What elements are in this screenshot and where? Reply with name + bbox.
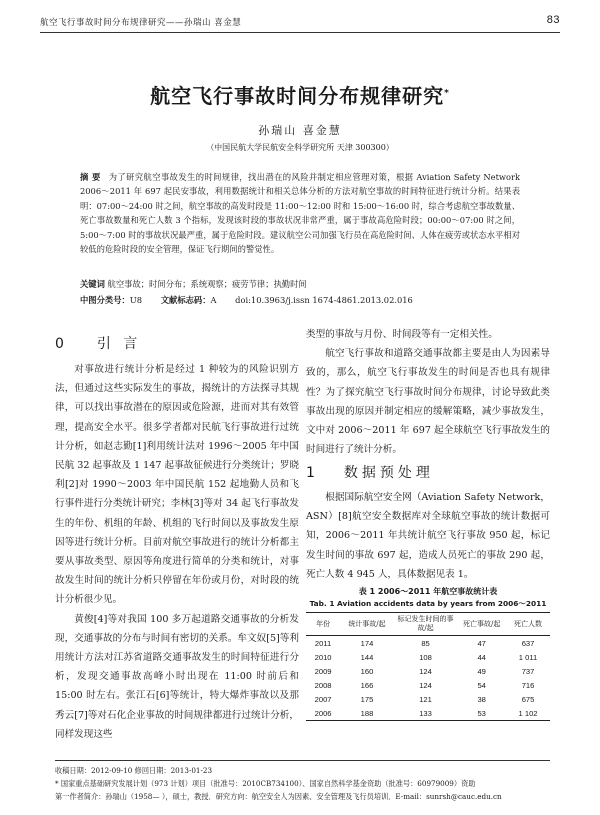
- table-header-cell: 统计事故/起: [340, 613, 394, 636]
- table-cell: 124: [419, 666, 432, 676]
- section-heading-data: [306, 462, 434, 482]
- doc-code-label: 文献标志码：: [160, 295, 211, 305]
- paragraph: 类型的事故与月份、时间段等有一定相关性。: [306, 329, 498, 340]
- table-title-cn: 表 1 2006～2011 年航空事故统计表: [358, 587, 498, 596]
- table-cell: 108: [419, 652, 432, 662]
- running-title: 航空飞行事故时间分布规律研究——孙瑞山 喜金慧: [40, 18, 242, 28]
- table-cell: 1 011: [518, 652, 538, 662]
- table-row: [306, 664, 550, 678]
- table-row: [306, 636, 550, 651]
- doi-value: 10.3963/j.issn 1674-4861.2013.02.016: [250, 295, 413, 305]
- table-row: [306, 678, 550, 692]
- table-cell: 175: [360, 694, 374, 704]
- table-cell: 160: [360, 666, 374, 676]
- doc-code-value: A: [210, 295, 217, 305]
- footnotes: [55, 760, 550, 803]
- table-cell: 637: [521, 638, 535, 648]
- table-header-row: [306, 613, 550, 636]
- table-cell: 54: [477, 680, 486, 690]
- doi-label: doi:: [235, 295, 251, 305]
- table-cell: 124: [419, 680, 432, 690]
- section-number: 0: [55, 336, 68, 352]
- table-row: [306, 692, 550, 706]
- table-cell: 716: [521, 680, 535, 690]
- section-heading-intro: [55, 333, 141, 353]
- table-cell: 121: [419, 694, 432, 704]
- abstract-text: 为了研究航空事故发生的时间规律，找出潜在的风险并制定相应管理对策，根据 Aviation Safety Network 2006～2011 年 697 起民安事故，利用数据统计和相关总体分析的方法对航空事故的时间特征进行统计分析。结果表明：07:00～24:00 时之间，航空事故的高发时段是 11:00～12:00 时和 15:00～16:00 时，综合考虑航空事故数量、死亡事故数量和死亡人数 3 个指标，发现该时段的事故状况非常严重，属于事故高危险时段；00:00～07:00 时之间，5:00～7:00 时的事故状况最严重，属于危险时段。建议航空公司加强飞行员在高危险时间、人体在疲劳或状态水平相对较低的危险时段的安全管理，保证飞行期间的警觉性。: [80, 172, 521, 255]
- paper-title-text: 航空飞行事故时间分布规律研究: [150, 84, 445, 108]
- right-column-top: [306, 325, 550, 459]
- table-cell: 675: [521, 694, 535, 704]
- table-header-cell: 死亡人数: [506, 613, 550, 636]
- table-header-cell: 死亡事故/起: [457, 613, 506, 636]
- table-cell: 2007: [314, 694, 332, 704]
- table-cell: 166: [360, 680, 374, 690]
- affiliation: （中国民航大学民航安全科学研究所 天津 300300）: [206, 143, 394, 152]
- table-cell: 1 102: [518, 708, 538, 718]
- section-number: 1: [306, 465, 319, 481]
- table-cell: 144: [360, 652, 374, 662]
- table-cell: 133: [419, 708, 432, 718]
- footnote-author: 第一作者简介：孙瑞山（1958— ），硕士，教授．研究方向：航空安全人为因素、安全管理及飞行员培训．E-mail：sunrsh@cauc.edu.cn: [55, 792, 502, 801]
- table-title-en: Tab. 1 Aviation accidents data by years from 2006～2011: [309, 599, 547, 608]
- accident-table: [306, 612, 550, 721]
- abstract-label: 摘 要: [80, 172, 101, 182]
- keywords: [80, 278, 520, 290]
- footnote-funding: * 国家重点基础研究发展计划（973 计划）项目（批准号：2010CB734100）、国家自然科学基金资助（批准号：60979009）资助: [55, 779, 476, 788]
- footnote-dates: 收稿日期：2012-09-10 修回日期：2013-01-23: [55, 766, 213, 775]
- keywords-label: 关键词: [80, 279, 105, 289]
- classification-line: [80, 294, 520, 306]
- paper-title: [0, 80, 600, 109]
- abstract: [80, 170, 520, 256]
- table-cell: 38: [477, 694, 486, 704]
- running-header: [40, 14, 560, 33]
- table-cell: 174: [360, 638, 374, 648]
- authors: 孙瑞山 喜金慧: [258, 124, 342, 137]
- table-row: [306, 706, 550, 721]
- left-column: [55, 360, 299, 744]
- paragraph: 根据国际航空安全网（Aviation Safety Network，ASN）[8]航空安全数据库对全球航空事故的统计数据可知，2006～2011 年共统计航空飞行事故 950 起，标记发生时间的事故 697 起，造成人员死亡的事故 290 起，死亡人数 4 945 人，具体数据见表 1。: [306, 492, 550, 580]
- table-cell: 2008: [314, 680, 332, 690]
- paragraph: 对事故进行统计分析是经过 1 种较为的风险识别方法，但通过这些实际发生的事故，揭统计的方法探寻其规律，可以找出事故潜在的原因或危险源，进而对其有效管理，提高安全水平。很多学者都对民航飞行事故进行过统计分析，如赵志勤[1]利用统计法对 1996～2005 年中国民航 32 起事故及 1 147 起事故征候进行分类统计；罗晓利[2]对 1990～2003 年中国民航 152 起地勤人员和飞行事件进行分类统计研究；李林[3]等对 34 起飞行事故发生的年份、机组的年龄、机组的飞行时间以及事故发生原因等进行统计分析。目前对航空事故进行的统计分析都主要从事故类型、原因等角度进行简单的分类和统计，对事故发生时间的统计分析只停留在年份或月份，对时段的统计分析很少见。: [55, 364, 299, 606]
- table-header-cell: 标记发生时间的事故/起: [394, 613, 457, 636]
- table-cell: 188: [360, 708, 374, 718]
- paragraph: 航空飞行事故和道路交通事故都主要是由人为因素导致的，那么，航空飞行事故发生的时间是否也具有规律性？为了探究航空飞行事故时间分布规律，讨论导致此类事故出现的原因并制定相应的缓解策略，减少事故发生，文中对 2006～2011 年 697 起全球航空飞行事故发生的时间进行了统计分析。: [306, 348, 550, 456]
- table-cell: 2010: [314, 652, 332, 662]
- right-column-data: [306, 488, 550, 584]
- clc-value: U8: [129, 295, 143, 305]
- page-number: 83: [546, 14, 560, 26]
- table-cell: 49: [477, 666, 486, 676]
- table-header-cell: 年份: [306, 613, 340, 636]
- section-title: 引 言: [96, 336, 142, 352]
- table-cell: 2011: [314, 638, 332, 648]
- keywords-text: 航空事故；时间分布；系统观察；疲劳节律；执勤时间: [107, 279, 307, 289]
- table-cell: 44: [477, 652, 486, 662]
- paragraph: 黄俊[4]等对我国 100 多万起道路交通事故的分析发现，交通事故的分布与时间有密切的关系。牟文奴[5]等利用统计方法对江苏省道路交通事故发生的时间特征进行分析，发现交通事故高峰小时出现在 11:00 时前后和 15:00 时左右。张江石[6]等统计，特大爆炸事故以及那秀云[7]等对石化企业事故的时间规律都进行过统计分析，同样发现这些: [55, 613, 299, 740]
- table-cell: 737: [521, 666, 535, 676]
- table-cell: 53: [477, 708, 486, 718]
- table-cell: 85: [421, 638, 430, 648]
- clc-label: 中图分类号：: [80, 295, 130, 305]
- table-cell: 2006: [314, 708, 332, 718]
- title-footnote-mark: *: [444, 88, 450, 99]
- table-cell: 47: [477, 638, 486, 648]
- table-cell: 2009: [314, 666, 332, 676]
- table-row: [306, 650, 550, 664]
- section-title: 数据预处理: [343, 465, 434, 481]
